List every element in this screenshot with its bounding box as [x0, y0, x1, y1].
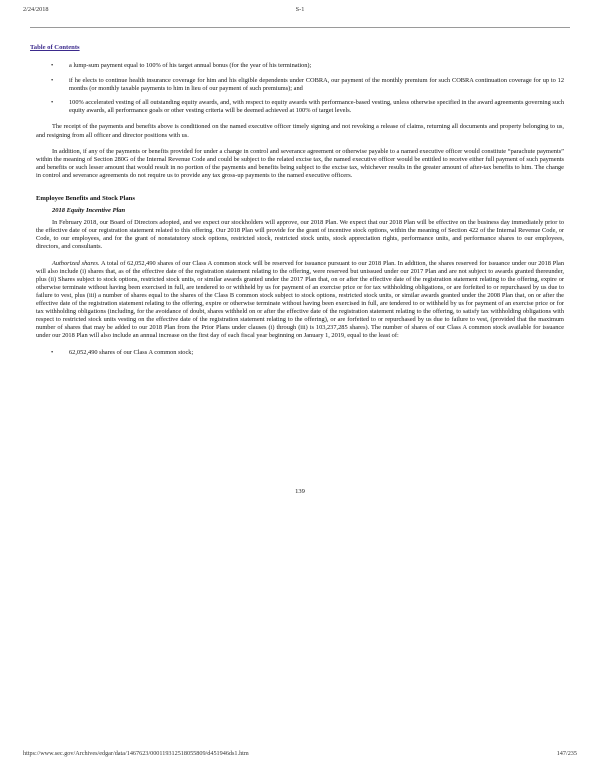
list-item: • 62,052,490 shares of our Class A common stock;: [51, 349, 194, 357]
authorized-shares-label: Authorized shares.: [52, 259, 100, 267]
print-date: 2/24/2018: [23, 6, 49, 13]
print-header: [23, 6, 577, 18]
paragraph-receipt: The receipt of the payments and benefits above is conditioned on the named executive officer timely signing and not revoking a release of claims, returning all documents and property belonging to us, and resigning from all officer and director positions with us.: [36, 123, 564, 139]
paragraph-plan-adoption: In February 2018, our Board of Directors adopted, and we expect our stockholders will approve, our 2018 Plan. We expect that our 2018 Plan will be effective on the business day immediately prior to the effective date of our registration statement related to this offering. Our 2018 Plan will provide for the grant of incentive stock options, within the meaning of Section 422 of the Internal Revenue Code, or Code, to our employees, and for the grant of nonstatutory stock options, restricted stock, restricted stock units, stock appreciation rights, performance units, and performance shares to our employees, directors, and consultants.: [36, 218, 564, 250]
list-item: • 100% accelerated vesting of all outstanding equity awards, and, with respect to equity awards with performance-based vesting, unless otherwise specified in the award agreements governing such equity awards, all performance goals or other vesting criteria will be deemed achieved at 100% of target levels.: [51, 99, 564, 115]
paragraph-authorized-shares: Authorized shares. A total of 62,052,490 shares of our Class A common stock will be reserved for issuance pursuant to our 2018 Plan. In addition, the shares reserved for issuance under our 2018 Plan will also include (i) shares that, as of the effective date of the registration statement relating to the offering, were reserved but unissued under our 2017 Plan and are not subject to awards granted thereunder, plus (ii) Shares subject to stock options, restricted stock units, or similar awards granted under the 2017 Plan that, on or after the effective date of the registration statement relating to the offering, expire or otherwise terminate without having been exercised in full, are tendered to or withheld by us for payment of an exercise price or for tax withholding obligations, or are forfeited to or repurchased by us due to failure to vest, plus (iii) a number of shares equal to the shares of the Class B common stock subject to stock options, restricted stock units, or similar awards granted under the 2008 Plan that, on or after the effective date of the registration statement relating to the offering, expire or otherwise terminate without having been exercised in full, are tendered to or withheld by us for payment of an exercise price or for tax withholding obligations (including, for the avoidance of doubt, shares withheld on or after the effective date of the registration statement relating to the offering, to satisfy tax withholding obligations with respect to restricted stock units vesting on the effective date of the registration statement relating to the offering), or are forfeited to or repurchased by us due to failure to vest, (provided that the maximum number of shares that may be added to our 2018 Plan from the Prior Plans under clauses (i) through (iii) is 103,237,285 shares). The number of shares of our Class A common stock available for issuance under our 2018 Plan will also include an annual increase on the first day of each fiscal year beginning on January 1, 2019, equal to the least of:: [36, 259, 564, 340]
list-item: • if he elects to continue health insurance coverage for him and his eligible dependents under COBRA, our payment of the monthly premium for such COBRA continuation coverage for up to 12 months (or monthly taxable payments to him in lieu of our payment of such premiums); and: [51, 76, 564, 92]
document-body: [36, 62, 564, 364]
header-divider: [30, 27, 570, 28]
paragraph-parachute: In addition, if any of the payments or benefits provided for under a change in control and severance agreement or otherwise payable to a named executive officer would constitute “parachute payments” within the meaning of Section 280G of the Internal Revenue Code and could be subject to the related excise tax, the named executive officer would be entitled to receive either full payment of such payments and benefits or such lesser amount that would result in no portion of the payments and benefits being subject to the excise tax, whichever results in the greater amount of after-tax benefits to him. The change in control and severance agreements do not require us to provide any tax gross-up payments to the named executive officers.: [36, 148, 564, 180]
list-item: • a lump-sum payment equal to 100% of his target annual bonus (for the year of his termination);: [51, 62, 312, 69]
source-url: https://www.sec.gov/Archives/edgar/data/1467623/000119312518055809/d451946ds1.htm: [23, 750, 249, 757]
table-of-contents-link[interactable]: Table of Contents: [30, 44, 80, 51]
subsection-heading: 2018 Equity Incentive Plan: [52, 206, 126, 214]
bullet-icon: •: [51, 62, 54, 69]
annual-increase-list: [36, 349, 564, 357]
bullet-icon: •: [51, 349, 54, 357]
page-number: 139: [295, 488, 305, 495]
print-page-count: 147/235: [556, 750, 577, 757]
form-title: S-1: [295, 6, 305, 13]
section-heading: Employee Benefits and Stock Plans: [36, 194, 135, 202]
severance-benefits-list: [36, 62, 564, 115]
bullet-icon: •: [51, 76, 54, 84]
bullet-icon: •: [51, 99, 54, 107]
